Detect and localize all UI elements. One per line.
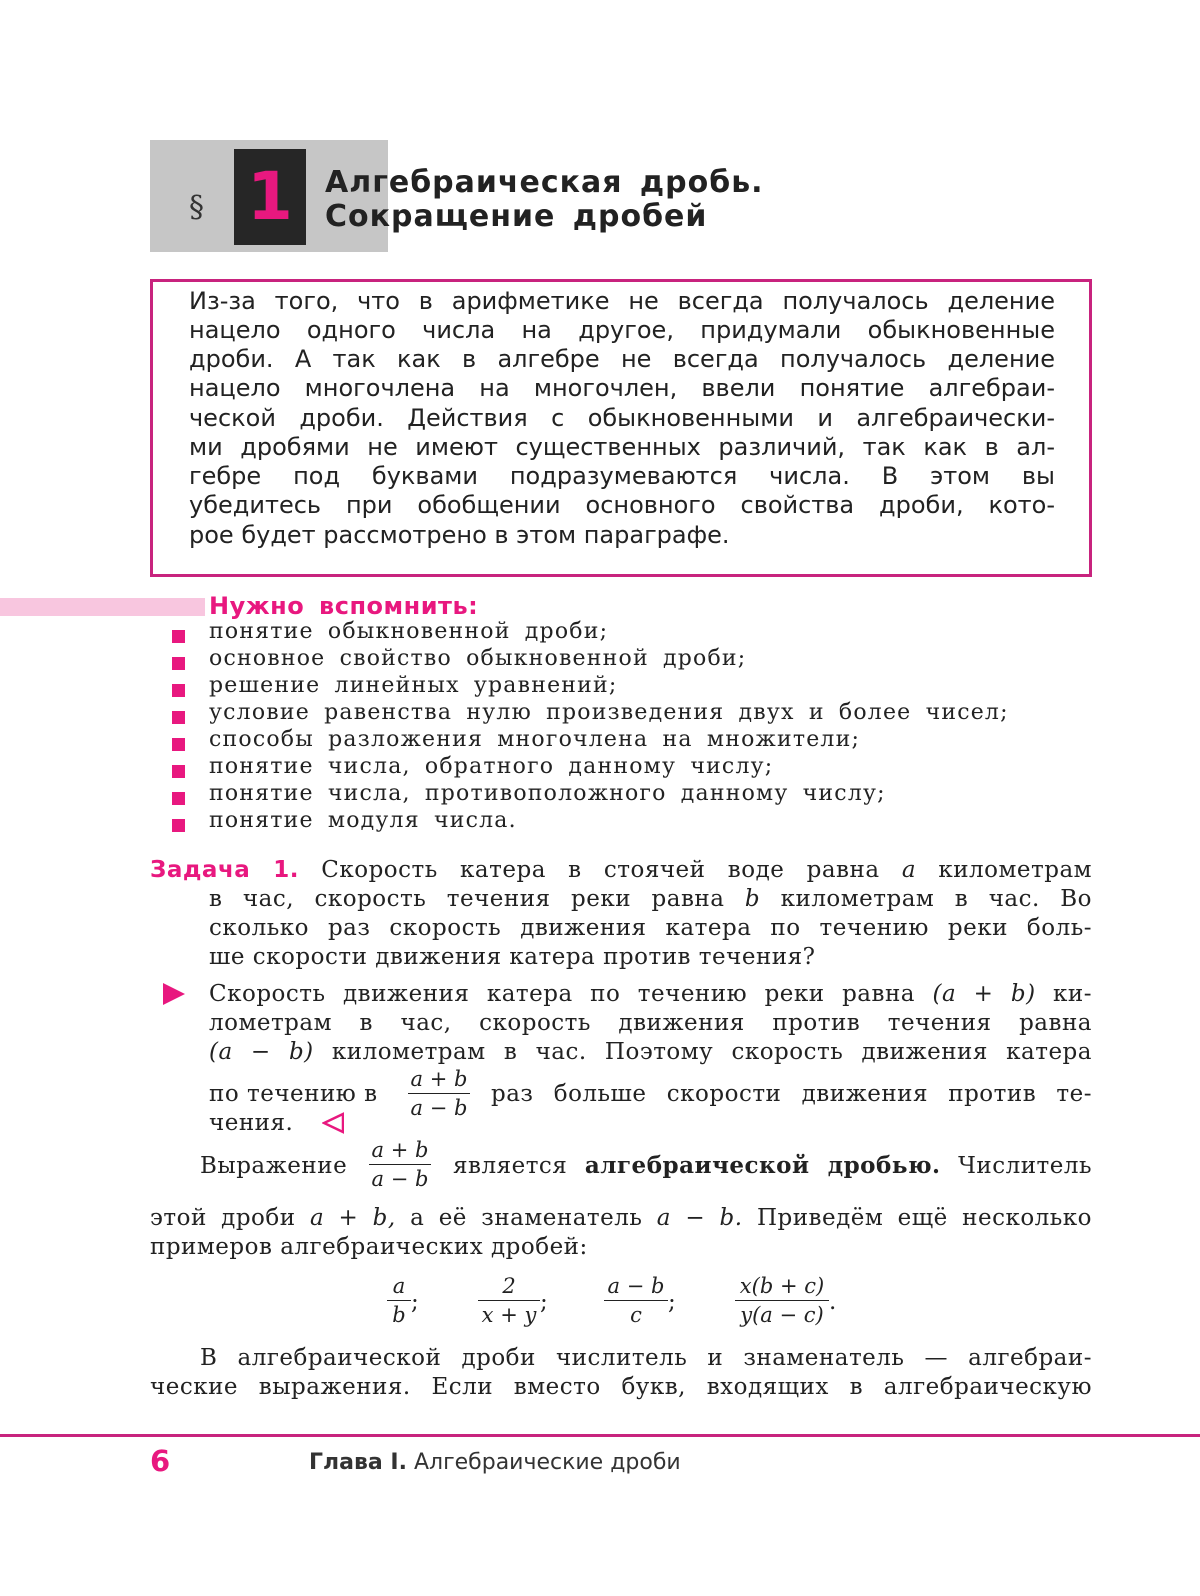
definition-line-2: этой дроби a + b, а её знаменатель a − b. Приведём ещё несколько: [150, 1205, 1093, 1231]
remember-item: понятие модуля числа.: [209, 808, 517, 833]
defined-term: алгебраической дробью.: [584, 1152, 941, 1179]
intro-line: гебре под буквами подразумеваются числа. В этом вы: [189, 462, 1055, 490]
square-bullet-icon: [172, 684, 185, 697]
chapter-label: Глава I.: [309, 1450, 407, 1475]
section-title-line-2: Сокращение дробей: [325, 199, 708, 234]
example-fraction: 2 x + y: [478, 1273, 540, 1328]
task-label: Задача 1.: [150, 857, 299, 883]
example-fraction: a − b c: [604, 1273, 668, 1328]
section-sign: §: [189, 190, 204, 225]
solution-line-5: чения.: [209, 1110, 294, 1136]
example-fraction: x(b + c) y(a − c): [735, 1273, 829, 1328]
remember-item: основное свойство обыкновенной дроби;: [209, 646, 747, 671]
intro-line: ми дробями не имеют существенных различий, так как в ал-: [189, 433, 1055, 461]
remember-item: понятие числа, обратного данному числу;: [209, 754, 774, 779]
task-line-3: сколько раз скорость движения катера по течению реки боль-: [209, 915, 1092, 941]
intro-line: ческой дроби. Действия с обыкновенными и алгебраически-: [189, 404, 1055, 432]
task-line-4: ше скорости движения катера против течения?: [209, 944, 816, 970]
task-line-2: в час, скорость течения реки равна b километрам в час. Во: [209, 886, 1093, 912]
example-fraction: a b: [387, 1273, 411, 1328]
square-bullet-icon: [172, 657, 185, 670]
square-bullet-icon: [172, 711, 185, 724]
solution-start-triangle-icon: [163, 983, 185, 1005]
definition-line-1: является алгебраической дробью. Числитель: [453, 1152, 1093, 1179]
solution-end-triangle-icon: [322, 1112, 344, 1134]
definition-word: Выражение: [200, 1153, 348, 1179]
remember-item: понятие числа, противоположного данному числу;: [209, 781, 886, 806]
closing-line-2: ческие выражения. Если вместо букв, входящих в алгебраическую: [150, 1374, 1092, 1400]
remember-item: понятие обыкновенной дроби;: [209, 619, 609, 644]
solution-fraction: a + b a − b: [408, 1066, 470, 1121]
section-title: [325, 166, 764, 234]
intro-line: рое будет рассмотрено в этом параграфе.: [189, 521, 730, 549]
square-bullet-icon: [172, 738, 185, 751]
intro-line: Из-за того, что в арифметике не всегда получалось деление: [189, 287, 1055, 315]
square-bullet-icon: [172, 819, 185, 832]
running-footer: [309, 1450, 681, 1475]
definition-line-3: примеров алгебраических дробей:: [150, 1234, 588, 1260]
solution-line-1: Скорость движения катера по течению реки равна (a + b) ки-: [209, 981, 1092, 1007]
solution-line-3: (a − b) километрам в час. Поэтому скорость движения катера: [209, 1039, 1092, 1065]
intro-line: дроби. А так как в алгебре не всегда получалось деление: [189, 345, 1055, 373]
square-bullet-icon: [172, 792, 185, 805]
task-line-1: Задача 1. Скорость катера в стоячей воде равна a километрам: [150, 857, 1093, 883]
remember-item: условие равенства нулю произведения двух и более чисел;: [209, 700, 1009, 725]
example-punct: .: [829, 1289, 837, 1315]
solution-line-2: лометрам в час, скорость движения против течения равна: [209, 1010, 1092, 1036]
chapter-title: Алгебраические дроби: [413, 1450, 681, 1475]
solution-line-4b: раз больше скорости движения против те-: [491, 1081, 1092, 1107]
remember-item: решение линейных уравнений;: [209, 673, 618, 698]
square-bullet-icon: [172, 765, 185, 778]
example-punct: ;: [540, 1289, 549, 1315]
solution-line-4a: по течению в: [209, 1081, 378, 1107]
definition-fraction: a + b a − b: [369, 1137, 431, 1192]
closing-line-1: В алгебраической дроби числитель и знаменатель — алгебраи-: [200, 1345, 1092, 1371]
intro-line: нацело одного числа на другое, придумали обыкновенные: [189, 316, 1055, 344]
intro-line: нацело многочлена на многочлен, ввели понятие алгебраи-: [189, 374, 1055, 402]
footer-divider: [0, 1434, 1200, 1437]
remember-item: способы разложения многочлена на множители;: [209, 727, 861, 752]
section-title-line-1: Алгебраическая дробь.: [325, 165, 764, 200]
example-punct: ;: [668, 1289, 677, 1315]
remember-accent-bar: [0, 598, 205, 616]
square-bullet-icon: [172, 630, 185, 643]
example-punct: ;: [411, 1289, 420, 1315]
intro-line: убедитесь при обобщении основного свойства дроби, кото-: [189, 491, 1055, 519]
remember-heading: Нужно вспомнить:: [209, 592, 479, 620]
page-number: 6: [150, 1444, 171, 1478]
section-number: 1: [247, 158, 293, 235]
